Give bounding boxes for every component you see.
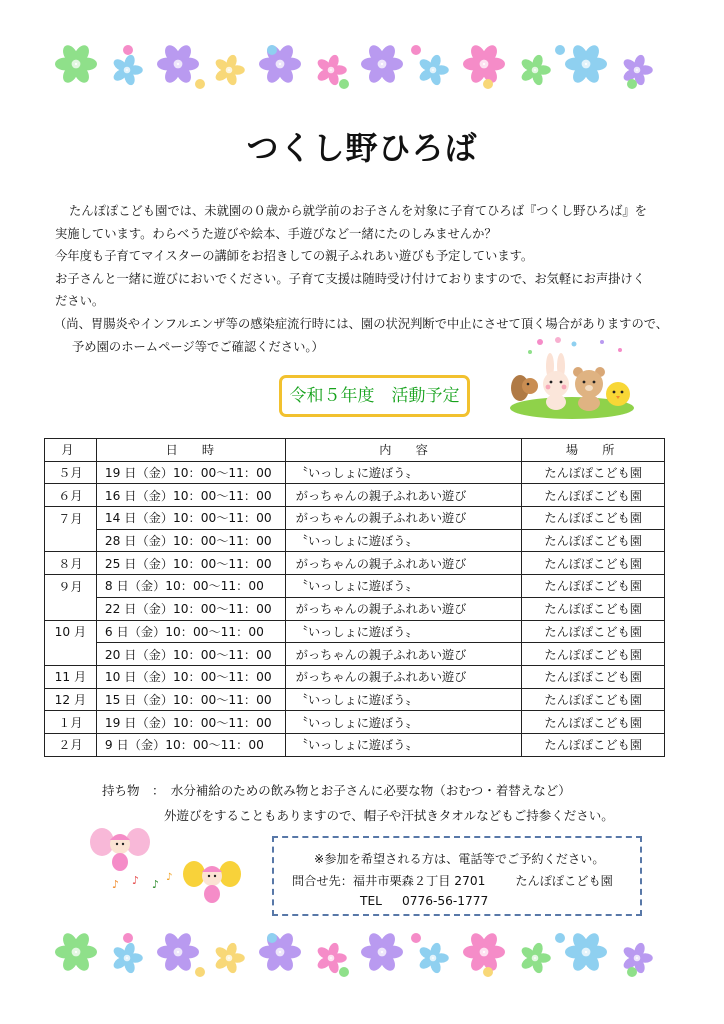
header-content: 内 容 (285, 439, 522, 462)
dot-icon (267, 45, 277, 55)
cell-month: ５月 (45, 461, 97, 484)
intro-note: （尚、胃腸炎やインフルエンザ等の感染症流行時には、園の状況判断で中止にさせて頂く場合がありますので、 (54, 316, 669, 331)
cell-content: 〝いっしょに遊ぼう〟 (285, 529, 522, 552)
flower-border-top (50, 36, 674, 96)
cell-content: 〝いっしょに遊ぼう〟 (285, 733, 522, 756)
cell-datetime: 15 日（金）10：00〜11：00 (96, 688, 285, 711)
svg-text:♪: ♪ (132, 874, 140, 887)
dot-icon (411, 933, 421, 943)
table-row (45, 620, 665, 643)
dot-icon (195, 79, 205, 89)
table-row (45, 552, 665, 575)
cell-datetime: 10 日（金）10：00〜11：00 (96, 665, 285, 688)
cell-place: たんぽぽこども園 (522, 507, 665, 530)
cell-place: たんぽぽこども園 (522, 620, 665, 643)
dot-icon (267, 933, 277, 943)
cell-place: たんぽぽこども園 (522, 484, 665, 507)
flower-icon (565, 43, 607, 86)
table-row (45, 597, 665, 620)
flower-icon (361, 931, 403, 974)
page-title: つくし野ひろば (246, 129, 478, 167)
cell-place: たんぽぽこども園 (522, 597, 665, 620)
cell-datetime: 19 日（金）10：00〜11：00 (96, 461, 285, 484)
cell-content: がっちゃんの親子ふれあい遊び (285, 507, 522, 530)
schedule-heading: 令和５年度 活動予定 (279, 375, 470, 417)
contact-address-line (292, 872, 613, 889)
svg-text:♪: ♪ (166, 872, 173, 883)
tel-label: TEL (360, 894, 382, 908)
dot-icon (123, 933, 133, 943)
flower-border-icon (50, 924, 674, 984)
cell-month: ２月 (45, 733, 97, 756)
cell-datetime: 19 日（金）10：00〜11：00 (96, 711, 285, 734)
flower-icon (417, 942, 448, 975)
flower-icon (157, 931, 199, 974)
cell-datetime: 16 日（金）10：00〜11：00 (96, 484, 285, 507)
flower-icon (519, 942, 550, 975)
flower-icon (259, 931, 301, 974)
flower-icon (55, 931, 97, 974)
flower-icon (259, 43, 301, 86)
animals-icon (500, 334, 640, 424)
contact-box (272, 836, 642, 916)
dot-icon (627, 967, 637, 977)
flower-icon (565, 931, 607, 974)
dot-icon (555, 933, 565, 943)
fairies-icon (90, 822, 250, 912)
cell-month: 11 月 (45, 665, 97, 688)
dot-icon (483, 967, 493, 977)
table-row (45, 575, 665, 598)
table-row (45, 507, 665, 530)
dot-icon (483, 79, 493, 89)
cell-place: たんぽぽこども園 (522, 733, 665, 756)
cell-datetime: 14 日（金）10：00〜11：00 (96, 507, 285, 530)
cell-month: ８月 (45, 552, 97, 575)
dot-icon (339, 967, 349, 977)
svg-text:♪: ♪ (152, 878, 160, 891)
intro-note: 予め園のホームページ等でご確認ください。） (72, 339, 324, 354)
cell-place: たんぽぽこども園 (522, 665, 665, 688)
intro-line: 実施しています。わらべうた遊びや絵本、手遊びなど一緒にたのしみませんか？ (55, 226, 497, 241)
flower-icon (519, 54, 550, 87)
cell-place: たんぽぽこども園 (522, 711, 665, 734)
cell-datetime: 9 日（金）10：00〜11：00 (96, 733, 285, 756)
cell-content: がっちゃんの親子ふれあい遊び (285, 484, 522, 507)
table-row (45, 643, 665, 666)
cell-place: たんぽぽこども園 (522, 461, 665, 484)
flower-icon (111, 942, 142, 975)
cell-month: 12 月 (45, 688, 97, 711)
flower-icon (111, 54, 142, 87)
cell-place: たんぽぽこども園 (522, 529, 665, 552)
flower-icon (621, 54, 652, 87)
cell-datetime: 28 日（金）10：00〜11：00 (96, 529, 285, 552)
table-row (45, 529, 665, 552)
cell-content: 〝いっしょに遊ぼう〟 (285, 688, 522, 711)
table-row (45, 733, 665, 756)
table-row (45, 688, 665, 711)
dot-icon (411, 45, 421, 55)
flower-icon (213, 942, 244, 975)
cell-datetime: 25 日（金）10：00〜11：00 (96, 552, 285, 575)
cell-month (45, 529, 97, 552)
cell-datetime: 6 日（金）10：00〜11：00 (96, 620, 285, 643)
cell-content: 〝いっしょに遊ぼう〟 (285, 575, 522, 598)
cell-content: 〝いっしょに遊ぼう〟 (285, 620, 522, 643)
cell-content: がっちゃんの親子ふれあい遊び (285, 643, 522, 666)
contact-org: たんぽぽこども園 (515, 874, 613, 888)
table-row (45, 461, 665, 484)
cell-month: １月 (45, 711, 97, 734)
fairy-illustration (90, 822, 250, 912)
dot-icon (123, 45, 133, 55)
flower-icon (213, 54, 244, 87)
cell-datetime: 20 日（金）10：00〜11：00 (96, 643, 285, 666)
cell-content: 〝いっしょに遊ぼう〟 (285, 711, 522, 734)
flower-icon (157, 43, 199, 86)
intro-line: ださい。 (55, 294, 105, 309)
intro-line: 今年度も子育てマイスターの講師をお招きしての親子ふれあい遊びも予定しています。 (55, 249, 534, 264)
cell-month: ６月 (45, 484, 97, 507)
header-month: 月 (45, 439, 97, 462)
table-row (45, 665, 665, 688)
reservation-note: ※参加を希望される方は、電話等でご予約ください。 (314, 852, 605, 866)
cell-month (45, 597, 97, 620)
cell-month: ７月 (45, 507, 97, 530)
flower-icon (55, 43, 97, 86)
flower-icon (463, 931, 505, 974)
tel-number: 0776-56-1777 (401, 894, 489, 908)
table-row (45, 484, 665, 507)
dot-icon (627, 79, 637, 89)
intro-line: たんぽぽこども園では、未就園の０歳から就学前のお子さんを対象に子育てひろば『つくし野ひろば』を (69, 204, 647, 218)
cell-content: がっちゃんの親子ふれあい遊び (285, 665, 522, 688)
cell-datetime: 22 日（金）10：00〜11：00 (96, 597, 285, 620)
table-row (45, 711, 665, 734)
cell-place: たんぽぽこども園 (522, 643, 665, 666)
contact-tel-line (360, 894, 488, 908)
cell-datetime: 8 日（金）10：00〜11：00 (96, 575, 285, 598)
dot-icon (195, 967, 205, 977)
header-datetime: 日 時 (96, 439, 285, 462)
flower-border-bottom (50, 924, 674, 984)
cell-content: がっちゃんの親子ふれあい遊び (285, 597, 522, 620)
flower-icon (361, 43, 403, 86)
belongings-line: 持ち物 ： 水分補給のための飲み物とお子さんに必要な物（おむつ・着替えなど） (102, 783, 571, 798)
cell-month: ９月 (45, 575, 97, 598)
svg-text:♪: ♪ (112, 878, 120, 891)
cell-place: たんぽぽこども園 (522, 688, 665, 711)
flower-icon (463, 43, 505, 86)
cell-content: がっちゃんの親子ふれあい遊び (285, 552, 522, 575)
flower-icon (417, 54, 448, 87)
schedule-table (44, 438, 665, 757)
table-header-row (45, 439, 665, 462)
dot-icon (339, 79, 349, 89)
flower-icon (621, 942, 652, 975)
dot-icon (555, 45, 565, 55)
cell-place: たんぽぽこども園 (522, 552, 665, 575)
cell-month (45, 643, 97, 666)
cell-content: 〝いっしょに遊ぼう〟 (285, 461, 522, 484)
contact-address: 問合せ先：福井市栗森２丁目 2701 (292, 874, 486, 888)
belongings-line: 外遊びをすることもありますので、帽子や汗拭きタオルなどもご持参ください。 (164, 808, 614, 823)
belongings (102, 778, 614, 828)
intro-line: お子さんと一緒に遊びにおいでください。子育て支援は随時受け付けておりますので、お気軽にお声掛けく (55, 271, 646, 286)
cell-place: たんぽぽこども園 (522, 575, 665, 598)
flower-border-icon (50, 36, 674, 96)
animal-friends-illustration (500, 334, 640, 424)
header-place: 場 所 (522, 439, 665, 462)
cell-month: 10 月 (45, 620, 97, 643)
